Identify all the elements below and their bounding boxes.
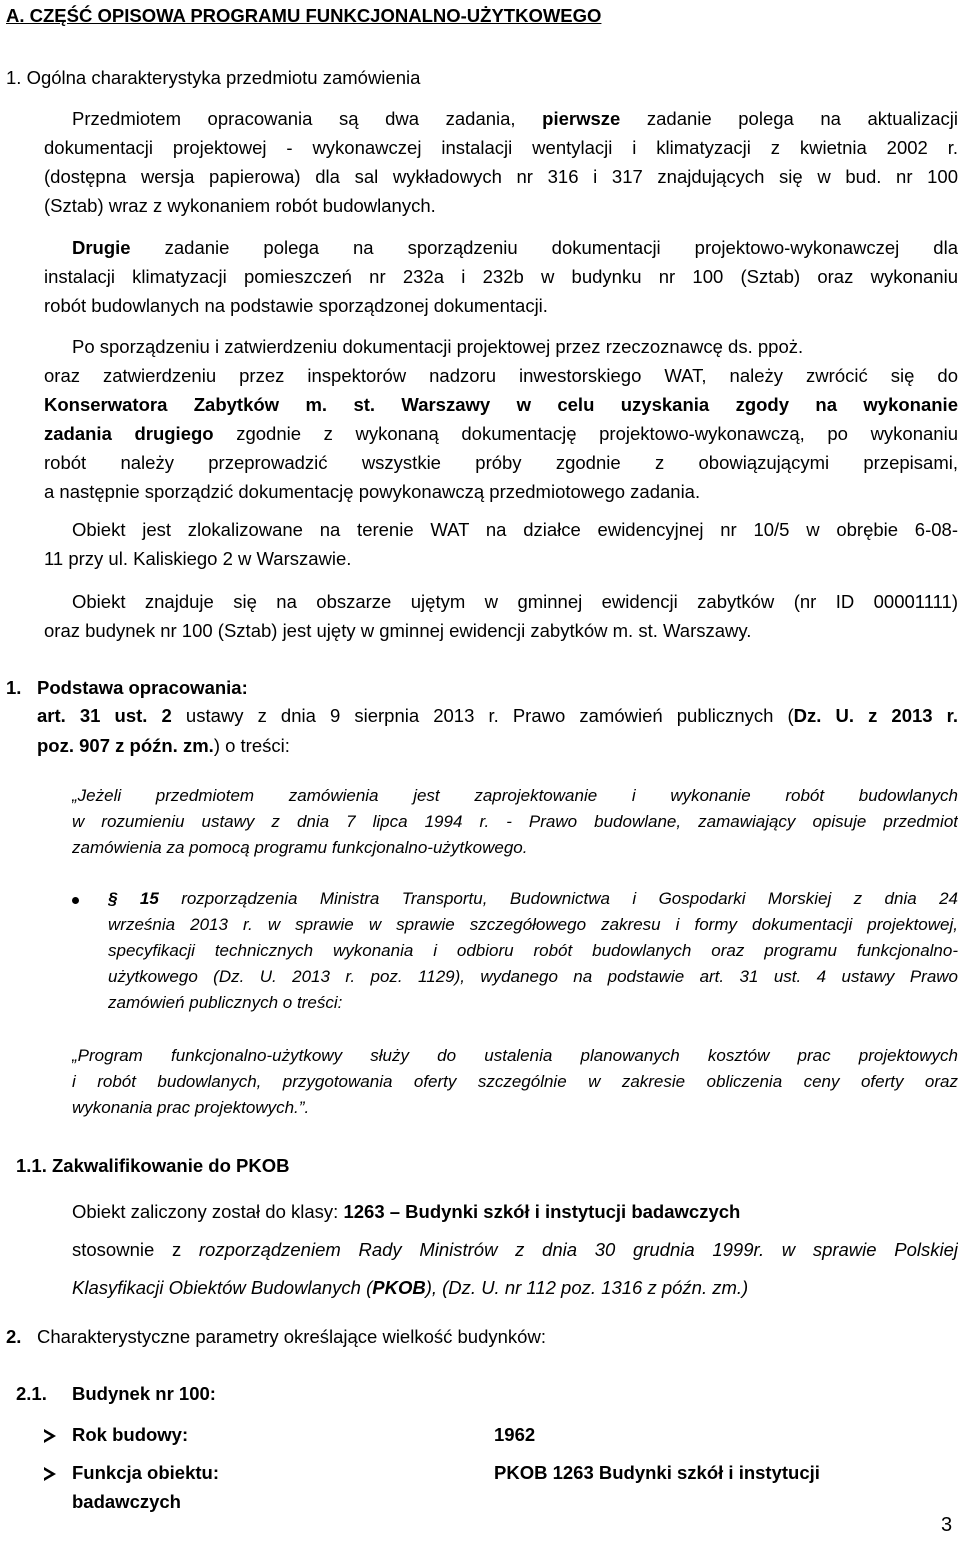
p5-line-1: Obiekt znajduje się na obszarze ujętym w gminnej ewidencji zabytków (nr ID 00001111) — [72, 591, 958, 612]
quote1-line-1: „Jeżeli przedmiotem zamówienia jest zaprojektowanie i wykonanie robót budowlanych — [72, 786, 958, 805]
quote2-line-3: wykonania prac projektowych.”. — [72, 1098, 310, 1117]
arrow-bullet-icon — [44, 1429, 56, 1443]
s11-line-1: Obiekt zaliczony został do klasy: 1263 – Budynki szkół i instytucji badawczych — [72, 1201, 741, 1222]
s11-line-3: Klasyfikacji Obiektów Budowlanych (PKOB), (Dz. U. nr 112 poz. 1316 z późn. zm.) — [72, 1277, 749, 1298]
quote2-line-1: „Program funkcjonalno-użytkowy służy do ustalenia planowanych kosztów prac projektowych — [72, 1046, 958, 1065]
s11-heading: 1.1. Zakwalifikowanie do PKOB — [16, 1155, 290, 1176]
s2-num: 2. — [6, 1326, 22, 1347]
bullet-line-3: specyfikacji technicznych wykonania i odbioru robót budowlanych oraz programu funkcjonalno- — [108, 941, 958, 960]
s11-line-2: stosownie z rozporządzeniem Rady Ministrów z dnia 30 grudnia 1999r. w sprawie Polskiej — [72, 1239, 958, 1260]
param-label: Funkcja obiektu: — [72, 1462, 219, 1483]
p4-line-2: 11 przy ul. Kaliskiego 2 w Warszawie. — [44, 548, 352, 569]
param-label: Rok budowy: — [72, 1424, 189, 1445]
s1b-heading-num: 1. — [6, 677, 22, 698]
p2-line-2: instalacji klimatyzacji pomieszczeń nr 232a i 232b w budynku nr 100 (Sztab) oraz wykonaniu — [44, 266, 958, 287]
page-number: 3 — [941, 1514, 953, 1536]
s2-heading: Charakterystyczne parametry określające wielkość budynków: — [37, 1326, 546, 1347]
p1-line-2: dokumentacji projektowej - wykonawczej instalacji wentylacji i klimatyzacji z kwietnia 2002 r. — [44, 137, 958, 158]
s21-num: 2.1. — [16, 1383, 47, 1404]
s1b-line-2: poz. 907 z późn. zm.) o treści: — [37, 735, 290, 756]
quote1-line-3: zamówienia za pomocą programu funkcjonalno-użytkowego. — [72, 838, 528, 857]
p3-line-4: zadania drugiego zgodnie z wykonaną dokumentację projektowo-wykonawczą, po wykonaniu — [44, 423, 958, 444]
bullet-dot-icon — [72, 897, 79, 904]
p3-line-5: robót należy przeprowadzić wszystkie próby zgodnie z obowiązującymi przepisami, — [44, 452, 958, 473]
quote1-line-2: w rozumieniu ustawy z dnia 7 lipca 1994 r. - Prawo budowlane, zamawiający opisuje przedmiot — [72, 812, 958, 831]
section-heading: A. CZĘŚĆ OPISOWA PROGRAMU FUNKCJONALNO-UŻYTKOWEGO — [6, 5, 602, 26]
bullet-line-2: września 2013 r. w sprawie w sprawie szczegółowego zakresu i formy dokumentacji projektowej, — [108, 915, 958, 934]
p3-line-6: a następnie sporządzić dokumentację powykonawczą przedmiotowego zadania. — [44, 481, 701, 502]
p3-line-1: Po sporządzeniu i zatwierdzeniu dokumentacji projektowej przez rzeczoznawcę ds. ppoż. — [72, 336, 804, 357]
p1-line-1: Przedmiotem opracowania są dwa zadania, pierwsze zadanie polega na aktualizacji — [72, 108, 958, 129]
p5-line-2: oraz budynek nr 100 (Sztab) jest ujęty w gminnej ewidencji zabytków m. st. Warszawy. — [44, 620, 752, 641]
s1-heading: 1. Ogólna charakterystyka przedmiotu zamówienia — [6, 67, 421, 88]
p4-line-1: Obiekt jest zlokalizowane na terenie WAT na działce ewidencyjnej nr 10/5 w obrębie 6-08- — [72, 519, 958, 540]
bullet-line-5: zamówień publicznych o treści: — [108, 993, 343, 1012]
param-value: 1962 — [494, 1424, 536, 1445]
p1-line-4: (Sztab) wraz z wykonaniem robót budowlanych. — [44, 195, 436, 216]
p2-line-3: robót budowlanych na podstawie sporządzonej dokumentacji. — [44, 295, 548, 316]
s1b-heading: Podstawa opracowania: — [37, 677, 248, 698]
bullet-line-1: § 15 rozporządzenia Ministra Transportu, Budownictwa i Gospodarki Morskiej z dnia 24 — [108, 889, 958, 908]
p3-line-2: oraz zatwierdzeniu przez inspektorów nadzoru inwestorskiego WAT, należy zwrócić się do — [44, 365, 958, 386]
quote2-line-2: i robót budowlanych, przygotowania oferty szczególnie w zakresie obliczenia ceny oferty oraz — [72, 1072, 958, 1091]
arrow-bullet-icon — [44, 1467, 56, 1481]
param-label-continuation: badawczych — [72, 1491, 181, 1512]
p1-line-3: (dostępna wersja papierowa) dla sal wykładowych nr 316 i 317 znajdujących się w bud. nr 100 — [44, 166, 958, 187]
p2-line-1: Drugie zadanie polega na sporządzeniu dokumentacji projektowo-wykonawczej dla — [72, 237, 958, 258]
bullet-line-4: użytkowego (Dz. U. 2013 r. poz. 1129), wydanego na podstawie art. 31 ust. 4 ustawy Prawo — [108, 967, 958, 986]
param-value: PKOB 1263 Budynki szkół i instytucji — [494, 1462, 820, 1483]
p3-line-3: Konserwatora Zabytków m. st. Warszawy w celu uzyskania zgody na wykonanie — [44, 394, 958, 415]
s1b-line-1: art. 31 ust. 2 ustawy z dnia 9 sierpnia 2013 r. Prawo zamówień publicznych (Dz. U. z 2013 r. — [37, 705, 958, 726]
s21-heading: Budynek nr 100: — [72, 1383, 216, 1404]
